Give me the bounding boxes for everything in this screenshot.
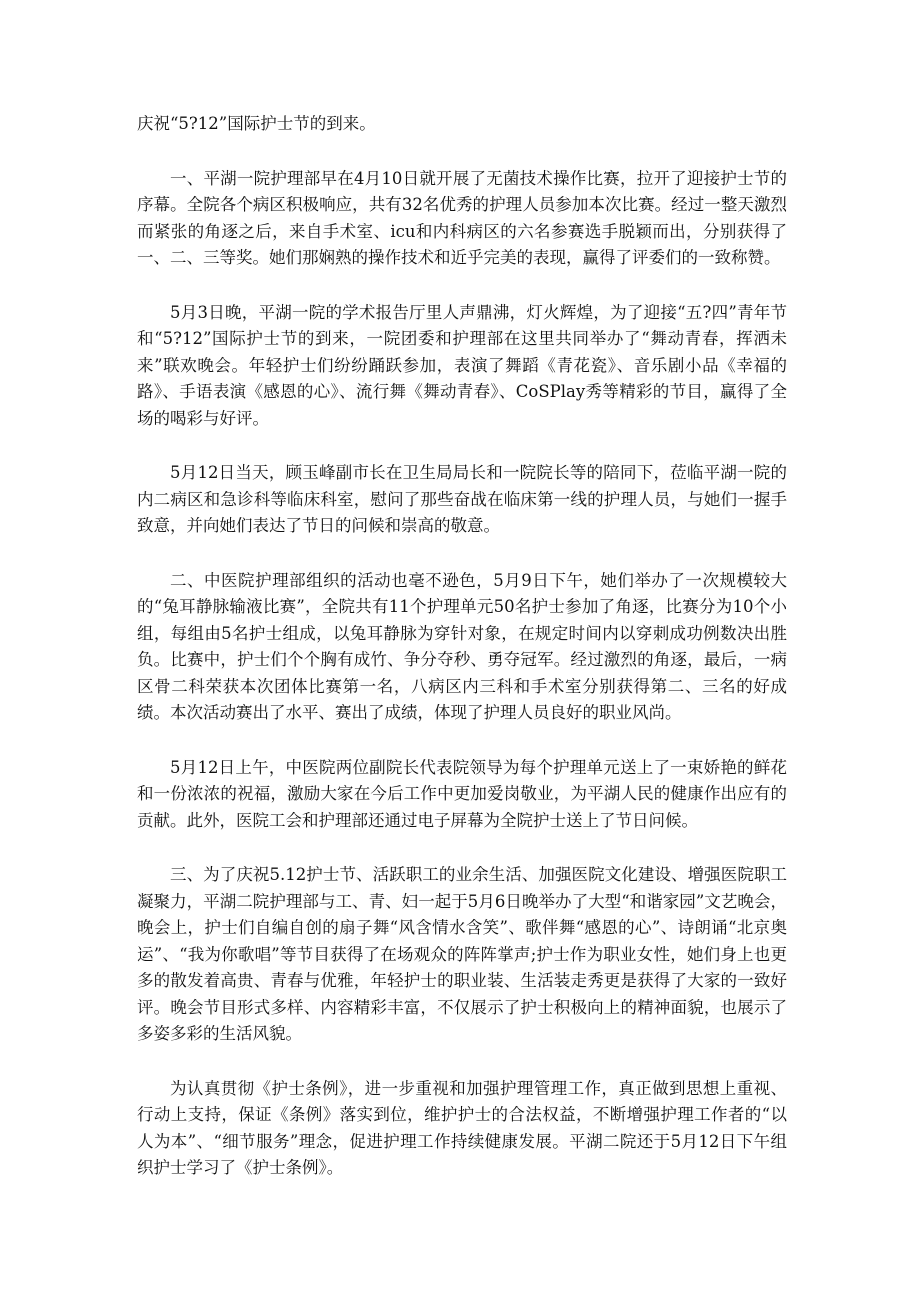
document-body bbox=[137, 111, 787, 1210]
paragraph-youth-gala: 5月3日晚，平湖一院的学术报告厅里人声鼎沸，灯火辉煌，为了迎接“五?四”青年节和“5?12”国际护士节的到来，一院团委和护理部在这里共同举办了“舞动青春，挥洒未来”联欢晚会。年轻护士们纷纷踊跃参加，表演了舞蹈《青花瓷》、音乐剧小品《幸福的路》、手语表演《感恩的心》、流行舞《舞动青春》、CoSPlay秀等精彩的节目，赢得了全场的喝彩与好评。 bbox=[137, 302, 787, 428]
paragraph-mayor-visit: 5月12日当天，顾玉峰副市长在卫生局局长和一院院长等的陪同下，莅临平湖一院的内二病区和急诊科等临床科室，慰问了那些奋战在临床第一线的护理人员，与她们一握手致意，并向她们表达了节日的问候和崇高的敬意。 bbox=[137, 463, 787, 535]
paragraph-flowers: 5月12日上午，中医院两位副院长代表院领导为每个护理单元送上了一束娇艳的鲜花和一份浓浓的祝福，激励大家在今后工作中更加爱岗敬业，为平湖人民的健康作出应有的贡献。此外，医院工会和护理部还通过电子屏幕为全院护士送上了节日问候。 bbox=[137, 757, 787, 830]
paragraph-regulations: 为认真贯彻《护士条例》，进一步重视和加强护理管理工作，真正做到思想上重视、行动上支持，保证《条例》落实到位，维护护士的合法权益，不断增强护理工作者的“以人为本”、“细节服务”理念，促进护理工作持续健康发展。平湖二院还于5月12日下午组织护士学习了《护士条例》。 bbox=[137, 1078, 787, 1177]
paragraph-intro: 庆祝“5?12”国际护士节的到来。 bbox=[137, 114, 376, 133]
paragraph-section-three: 三、为了庆祝5.12护士节、活跃职工的业余生活、加强医院文化建设、增强医院职工凝聚力，平湖二院护理部与工、青、妇一起于5月6日晚举办了大型“和谐家园”文艺晚会，晚会上，护士们自编自创的扇子舞“风含情水含笑”、歌伴舞“感恩的心”、诗朗诵“北京奥运”、“我为你歌唱”等节目获得了在场观众的阵阵掌声;护士作为职业女性，她们身上也更多的散发着高贵、青春与优雅，年轻护士的职业装、生活装走秀更是获得了大家的一致好评。晚会节目形式多样、内容精彩丰富，不仅展示了护士积极向上的精神面貌，也展示了多姿多彩的生活风貌。 bbox=[137, 865, 787, 1043]
paragraph-section-one: 一、平湖一院护理部早在4月10日就开展了无菌技术操作比赛，拉开了迎接护士节的序幕。全院各个病区积极响应，共有32名优秀的护理人员参加本次比赛。经过一整天激烈而紧张的角逐之后，来自手术室、icu和内科病区的六名参赛选手脱颖而出，分别获得了一、二、三等奖。她们那娴熟的操作技术和近乎完美的表现，赢得了评委们的一致称赞。 bbox=[137, 168, 787, 267]
paragraph-section-two: 二、中医院护理部组织的活动也毫不逊色，5月9日下午，她们举办了一次规模较大的“兔耳静脉输液比赛”，全院共有11个护理单元50名护士参加了角逐，比赛分为10个小组，每组由5名护士组成，以兔耳静脉为穿针对象，在规定时间内以穿刺成功例数决出胜负。比赛中，护士们个个胸有成竹、争分夺秒、勇夺冠军。经过激烈的角逐，最后，一病区骨二科荣获本次团体比赛第一名，八病区内三科和手术室分别获得第二、三名的好成绩。本次活动赛出了水平、赛出了成绩，体现了护理人员良好的职业风尚。 bbox=[137, 570, 787, 722]
